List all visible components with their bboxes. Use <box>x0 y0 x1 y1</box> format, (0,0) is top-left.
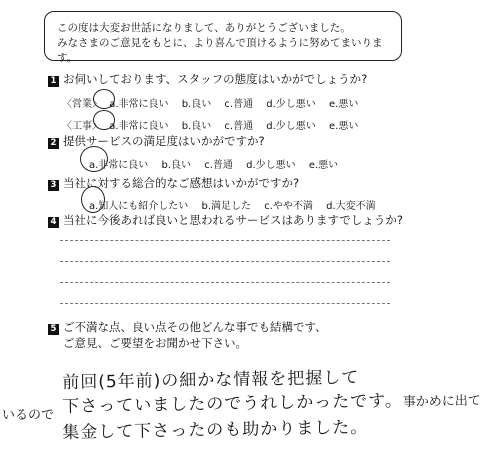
option-a[interactable]: a.非常に良い <box>109 121 169 132</box>
question-text: 当社に対する総合的なご感想はいかがですか? <box>63 176 300 190</box>
option-c[interactable]: c.普通 <box>224 121 254 132</box>
option-a[interactable]: a.知人にも紹介したい <box>89 201 189 212</box>
question-5 <box>48 319 327 351</box>
question-1 <box>48 71 367 87</box>
option-c[interactable]: c.普通 <box>204 160 233 171</box>
question-number: 2 <box>48 138 59 149</box>
option-b[interactable]: b.良い <box>161 160 192 171</box>
question-number: 1 <box>48 76 59 87</box>
option-b[interactable]: b.満足した <box>201 201 252 212</box>
question-text: お伺いしております、スタッフの態度はいかがでしょうか? <box>63 72 368 86</box>
intro-line-1: この度は大変お世話になりまして、ありがとうございました。 <box>57 22 351 34</box>
question-number: 5 <box>48 324 59 335</box>
option-d[interactable]: d.少し悪い <box>266 99 316 110</box>
answer-line <box>60 261 390 262</box>
answer-line <box>60 282 390 283</box>
question-text-line-2: ご意見、ご要望をお聞かせ下さい。 <box>63 336 247 350</box>
question-number: 4 <box>48 217 59 228</box>
selection-circle <box>80 146 108 172</box>
option-e[interactable]: e.悪い <box>329 121 359 132</box>
sales-label: 〈営業〉 <box>62 99 102 110</box>
option-d[interactable]: d.少し悪い <box>246 160 296 171</box>
option-c[interactable]: c.普通 <box>224 99 254 110</box>
option-e[interactable]: e.悪い <box>329 99 359 110</box>
selection-circle <box>93 89 115 109</box>
handwriting-line-1: 前回(5年前)の細かな情報を把握して <box>62 367 360 393</box>
selection-circle <box>81 186 105 213</box>
option-a[interactable]: a.非常に良い <box>109 99 169 110</box>
handwriting-line-2-end: 事かめに出て <box>402 393 481 411</box>
option-e[interactable]: e.悪い <box>308 160 339 171</box>
construction-label: 〈工事〉 <box>62 121 102 132</box>
question-number: 3 <box>48 180 59 191</box>
question-text: 提供サービスの満足度はいかがですか? <box>63 134 265 148</box>
option-b[interactable]: b.良い <box>181 121 212 132</box>
handwriting-line-3: 集金して下さったのも助かりました。 <box>62 417 369 443</box>
handwriting-line-2-text: 下さっていましたのでうれしかったです。 <box>62 391 404 417</box>
option-d[interactable]: d.少し悪い <box>266 121 316 132</box>
selection-circle <box>93 110 115 130</box>
option-a[interactable]: a.非常に良い <box>89 160 149 171</box>
intro-box <box>44 11 402 64</box>
q3-options <box>89 197 386 212</box>
question-4 <box>48 212 403 228</box>
option-b[interactable]: b.良い <box>181 99 212 110</box>
option-d[interactable]: d.大変不満 <box>326 201 376 212</box>
q2-options <box>89 156 348 171</box>
question-text-line-1: ご不満な点、良い点その他どんな事でも結構です、 <box>63 320 327 334</box>
answer-line <box>60 303 390 304</box>
option-c[interactable]: c.やや不満 <box>264 201 313 212</box>
intro-line-2: みなさまのご意見をもとに、より喜んで頂けるように努めてまいります。 <box>57 37 383 64</box>
question-text: 当社に今後あれば良いと思われるサービスはありますでしょうか? <box>63 213 403 227</box>
answer-line <box>60 240 390 241</box>
question-2 <box>48 133 265 149</box>
handwriting-margin-note: いるので <box>2 408 55 423</box>
